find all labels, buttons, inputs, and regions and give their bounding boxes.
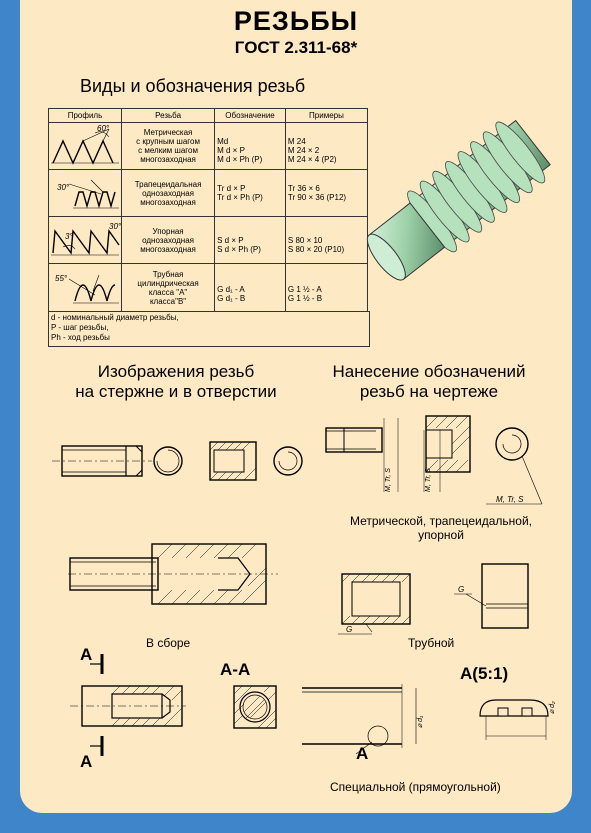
example: M 24 × 2 (287, 146, 320, 155)
example: M 24 (287, 137, 306, 146)
note-line: P - шаг резьбы, (51, 323, 109, 332)
thread-variant: с мелким шагом (138, 146, 198, 155)
section-mark-a-top: A (80, 645, 93, 664)
section-aa-drawing (60, 652, 320, 762)
dim-label-metric: M, Tr, S (385, 468, 392, 492)
notation-metric (215, 123, 286, 170)
thread-variant: многозаходная (140, 244, 196, 254)
examples-buttress (285, 217, 367, 264)
pipe-profile-drawing (49, 265, 121, 309)
table-row (49, 264, 368, 312)
notation-pipe (215, 264, 286, 312)
notation: Tr d × P (217, 184, 246, 193)
thread-variant: многозаходная (140, 155, 196, 164)
header-examples: Примеры (285, 109, 367, 123)
thread-pipe (122, 264, 215, 312)
buttress-profile-drawing (49, 217, 121, 261)
table-header-row (49, 109, 368, 123)
leader-label-metric: M, Tr, S (496, 495, 524, 504)
profile-metric (49, 123, 122, 170)
thread-table (48, 108, 368, 312)
metric-profile-drawing (49, 123, 121, 167)
thread-variant: с крупным шагом (136, 137, 200, 146)
example: G 1 ½ - B (287, 293, 323, 303)
notation: G d₁ - A (217, 284, 245, 294)
rod-and-hole-drawing (40, 432, 300, 502)
profile-pipe (49, 264, 122, 312)
notation: M d × P (217, 146, 245, 155)
table-row (49, 123, 368, 170)
example: G 1 ½ - A (287, 284, 322, 294)
caption-line: Метрической, трапецеидальной, (349, 514, 533, 528)
dim-label-metric-hole: M, Tr, S (425, 468, 432, 492)
note-line: d - номинальный диаметр резьбы, (51, 313, 179, 322)
notation: M d × Ph (P) (217, 155, 263, 164)
header-notation: Обозначение (215, 109, 286, 123)
section-title-images (42, 362, 310, 402)
example: S 80 × 20 (P10) (287, 244, 345, 254)
caption-pipe: Трубной (408, 636, 455, 650)
example: Tr 36 × 6 (287, 184, 320, 193)
caption-line: упорной (418, 528, 464, 542)
thread-metric (122, 123, 215, 170)
section-view-title: A-A (220, 660, 251, 679)
notation: Md (217, 137, 229, 146)
detail-label: A (356, 744, 369, 763)
section-mark-a-bottom: A (80, 752, 93, 771)
designation-drawing-pipe (336, 564, 556, 644)
angle-label: 3° (65, 232, 73, 241)
thread-name: Метрическая (143, 128, 193, 137)
pipe-label-hole: G (346, 625, 353, 634)
example: Tr 90 × 36 (P12) (287, 193, 347, 202)
example: S 80 × 10 (287, 235, 323, 245)
examples-pipe (285, 264, 367, 312)
profile-buttress (49, 217, 122, 264)
thread-name: Упорная (152, 226, 184, 236)
thread-variant: многозаходная (140, 197, 196, 207)
table-row (49, 170, 368, 217)
dim-d2: ⌀ d₂ (549, 701, 556, 714)
detail-title: A(5:1) (460, 664, 509, 683)
page-title: РЕЗЬБЫ (233, 6, 359, 36)
angle-label: 30° (57, 183, 70, 192)
notation: S d × Ph (P) (217, 244, 261, 254)
examples-trapezoidal (285, 170, 367, 217)
angle-label: 60° (97, 124, 110, 133)
dim-d1: ⌀ d₁ (417, 715, 424, 728)
section-title-designations (304, 362, 554, 402)
note-line: Ph - ход резьбы (51, 333, 110, 342)
thread-name: Трубная (152, 269, 184, 279)
title-line: резьб на чертеже (359, 382, 499, 401)
thread-variant: класса"B" (149, 296, 187, 306)
notation: G d₁ - B (217, 293, 246, 303)
caption-special: Специальной (прямоугольной) (330, 780, 501, 794)
caption-metric (324, 514, 558, 542)
pipe-label-rod: G (458, 585, 465, 594)
examples-metric (285, 123, 367, 170)
thread-trapezoidal (122, 170, 215, 217)
page-subtitle: ГОСТ 2.311-68* (234, 38, 358, 57)
profile-trapezoidal (49, 170, 122, 217)
header-profile: Профиль (49, 109, 122, 123)
assembly-caption: В сборе (146, 636, 191, 650)
title-line: на стержне и в отверстии (75, 382, 277, 401)
section-title-types: Виды и обозначения резьб (80, 76, 306, 96)
notation: Tr d × Ph (P) (217, 193, 263, 202)
notation-buttress (215, 217, 286, 264)
screw-3d-illustration (362, 98, 562, 298)
designation-drawing-special (296, 674, 556, 774)
poster (20, 0, 572, 813)
designation-drawing-metric (316, 408, 556, 518)
thread-variant: класса "A" (148, 287, 188, 297)
table-notes (48, 311, 370, 347)
angle-label: 55° (55, 273, 68, 283)
header-thread: Резьба (122, 109, 215, 123)
assembly-drawing (68, 540, 308, 620)
title-line: Нанесение обозначений (332, 362, 526, 381)
thread-name: Трапецеидальная (134, 179, 202, 189)
example: M 24 × 4 (P2) (287, 155, 337, 164)
notation: S d × P (217, 235, 244, 245)
trapezoidal-profile-drawing (49, 170, 121, 214)
title-line: Изображения резьб (97, 362, 255, 381)
notation-trapezoidal (215, 170, 286, 217)
table-row (49, 217, 368, 264)
thread-variant: однозаходная (142, 235, 194, 245)
thread-buttress (122, 217, 215, 264)
thread-variant: однозаходная (142, 188, 194, 198)
angle-label: 30° (109, 222, 122, 231)
thread-variant: цилиндрическая (137, 278, 199, 288)
